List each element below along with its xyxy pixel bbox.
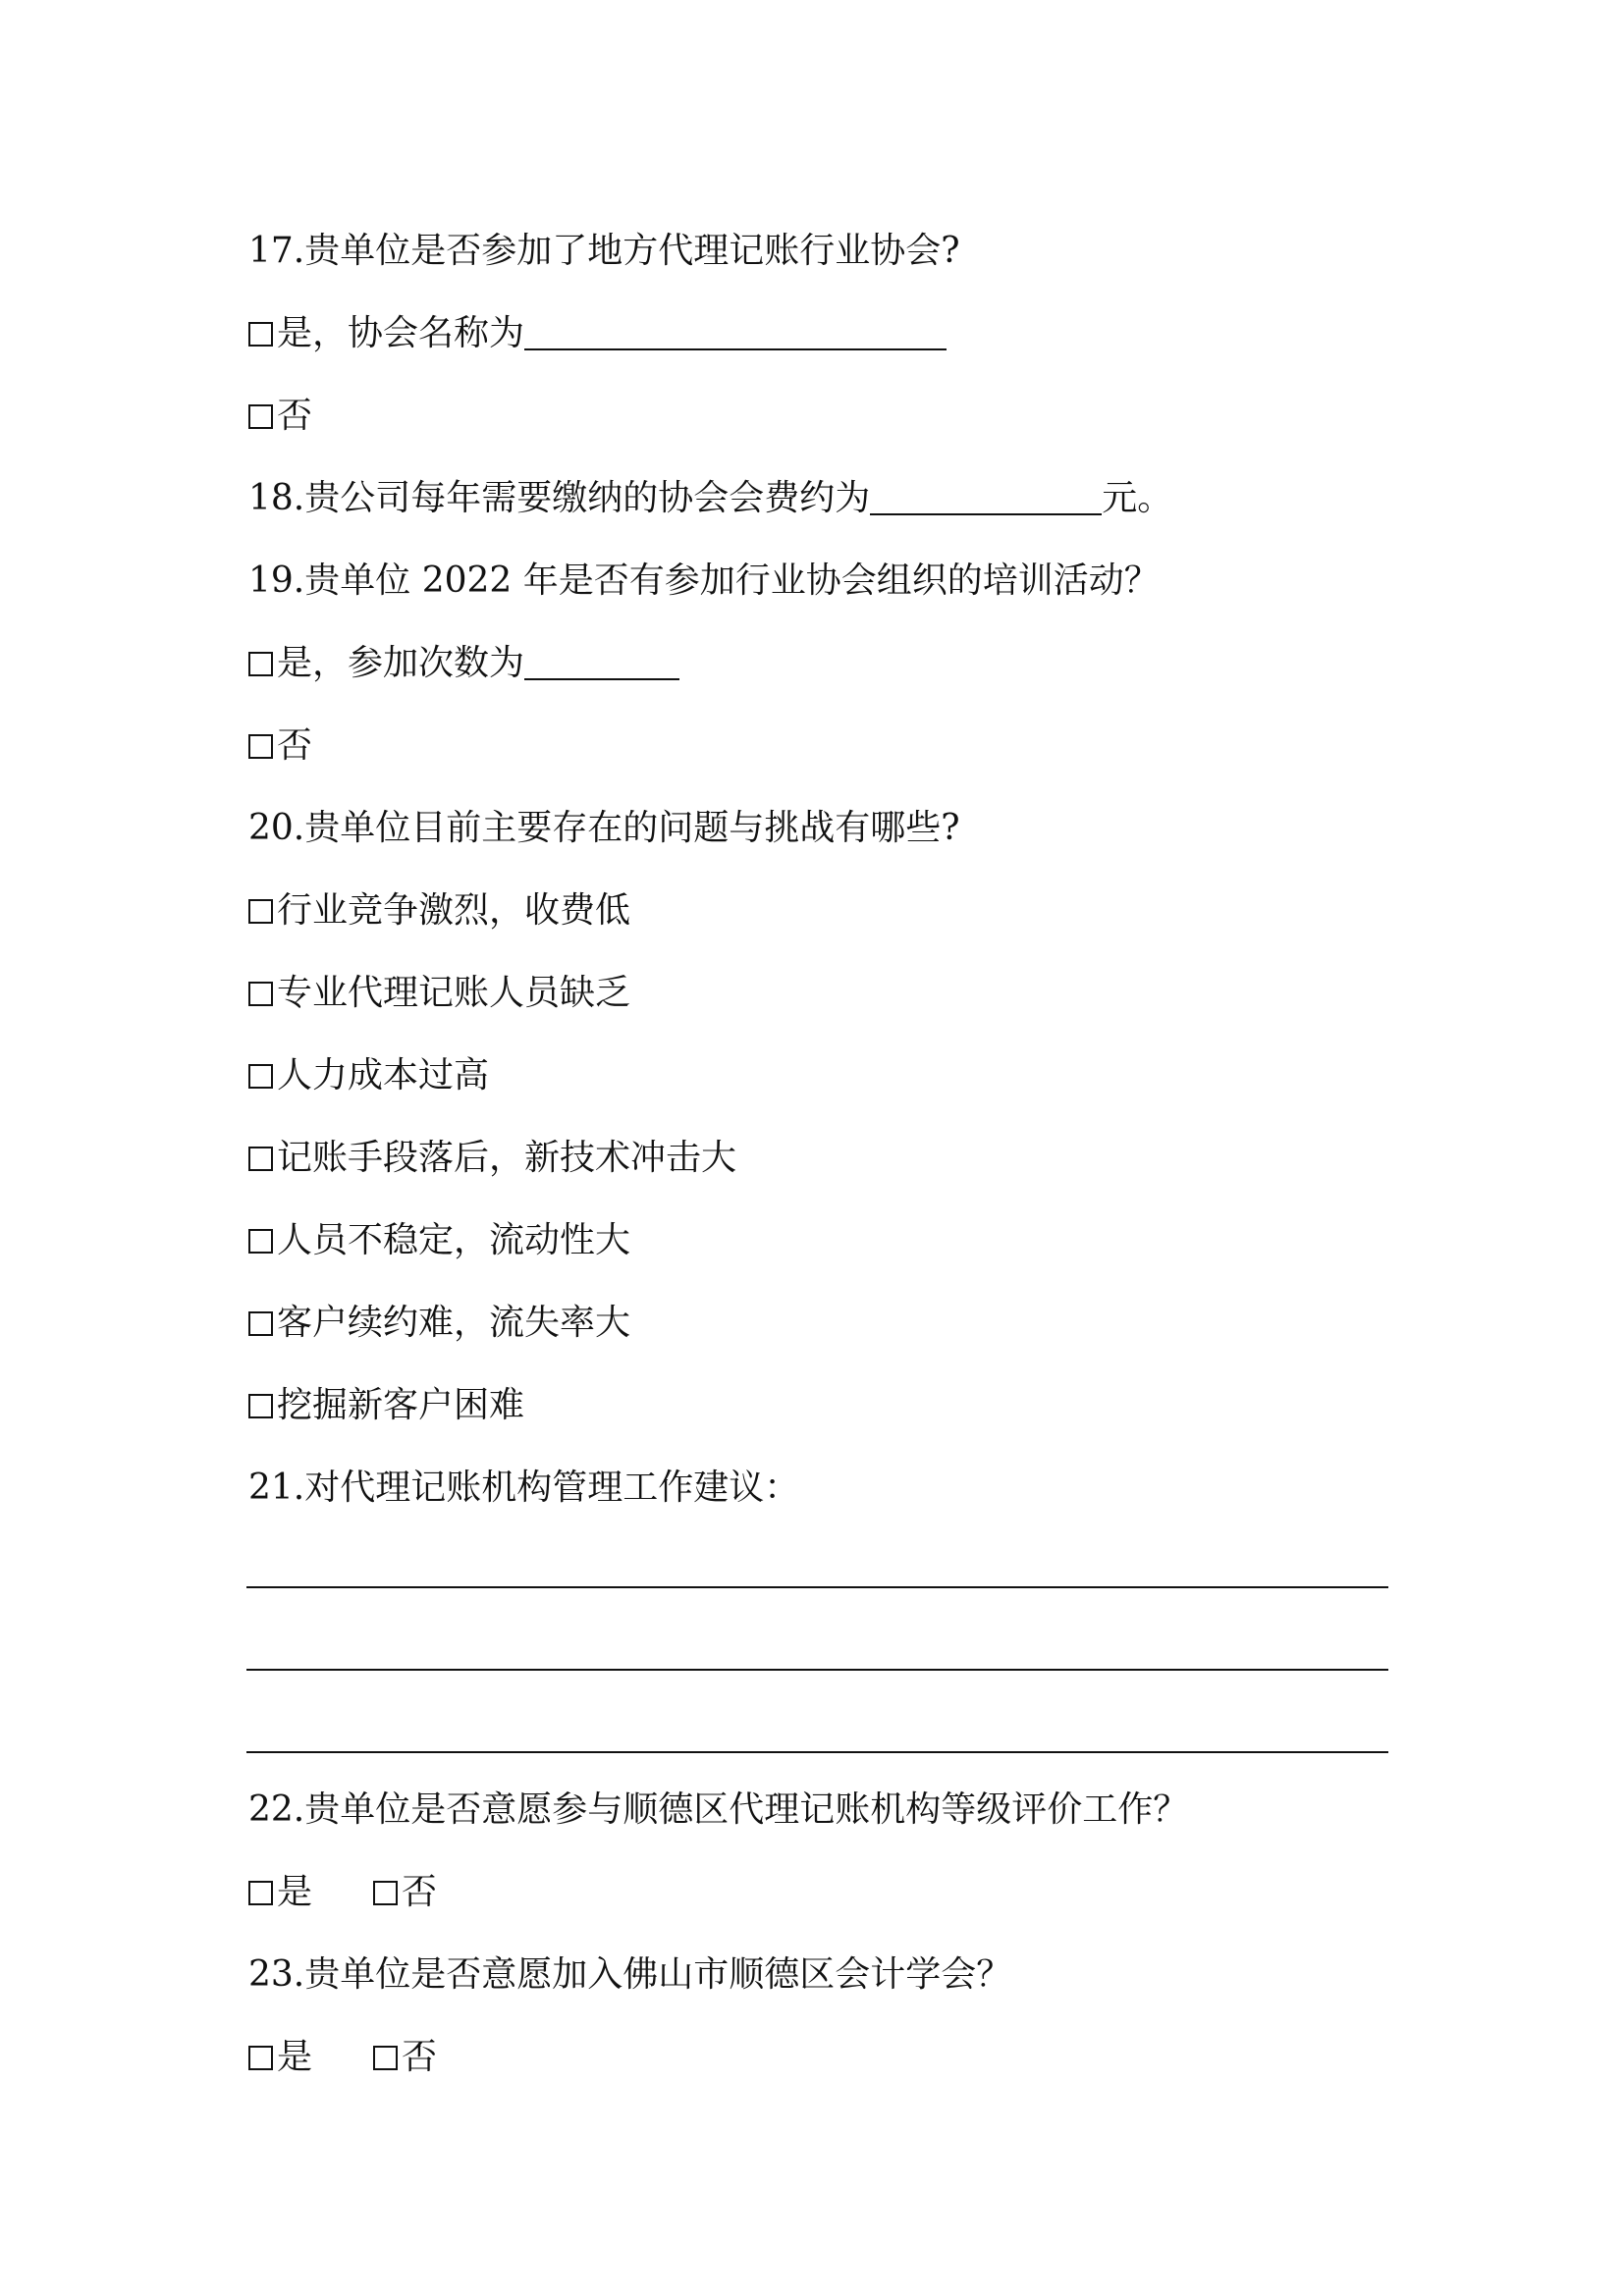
q19-count-field[interactable] <box>524 645 679 680</box>
q23-question: 23.贵单位是否意愿加入佛山市顺德区会计学会？ <box>248 1954 1012 1995</box>
q20-option-checkbox[interactable] <box>248 1394 273 1418</box>
q20-option <box>248 1054 489 1097</box>
q18-text-after: 元。 <box>1102 478 1173 518</box>
q20-option <box>248 1137 736 1180</box>
q22-yes-checkbox[interactable] <box>248 1881 273 1905</box>
q20-option-checkbox[interactable] <box>248 1229 273 1254</box>
q19-yes-label: 是，参加次数为 <box>277 643 525 683</box>
q20-question: 20.贵单位目前主要存在的问题与挑战有哪些? <box>248 808 960 848</box>
q20-option <box>248 1384 524 1427</box>
q17-option-no <box>248 395 312 438</box>
q20-option <box>248 889 630 933</box>
q18-fee-field[interactable] <box>870 480 1102 515</box>
q23-options <box>248 2036 437 2079</box>
q17-yes-label: 是，协会名称为 <box>277 313 525 353</box>
q20-option-label: 人员不稳定，流动性大 <box>277 1220 631 1260</box>
q20-option <box>248 1219 630 1262</box>
q22-options <box>248 1871 437 1914</box>
q19-no-label: 否 <box>277 725 313 766</box>
q22-no-checkbox[interactable] <box>373 1881 398 1905</box>
q20-option <box>248 1302 630 1345</box>
q19-option-yes <box>248 642 679 685</box>
q20-option-label: 人力成本过高 <box>277 1055 490 1095</box>
q20-option-checkbox[interactable] <box>248 899 273 924</box>
q17-option-yes <box>248 312 947 355</box>
q18-question <box>248 477 1172 520</box>
q21-answer-line[interactable] <box>246 1669 1388 1671</box>
q20-option-label: 挖掘新客户困难 <box>277 1385 525 1425</box>
q19-no-checkbox[interactable] <box>248 734 273 759</box>
q23-no-checkbox[interactable] <box>373 2046 398 2070</box>
q22-question: 22.贵单位是否意愿参与顺德区代理记账机构等级评价工作？ <box>248 1789 1189 1830</box>
q20-option-label: 记账手段落后，新技术冲击大 <box>277 1138 737 1178</box>
q19-option-no <box>248 724 312 768</box>
q23-no-label: 否 <box>402 2037 438 2077</box>
q20-option-checkbox[interactable] <box>248 1064 273 1089</box>
q19-question: 19.贵单位 2022 年是否有参加行业协会组织的培训活动？ <box>248 561 1160 601</box>
q17-no-checkbox[interactable] <box>248 404 273 429</box>
q21-answer-line[interactable] <box>246 1751 1388 1753</box>
q20-option-label: 行业竞争激烈，收费低 <box>277 890 631 931</box>
q20-option <box>248 972 630 1015</box>
q20-option-checkbox[interactable] <box>248 1311 273 1336</box>
q22-no-label: 否 <box>402 1872 438 1912</box>
q17-question: 17.贵单位是否参加了地方代理记账行业协会? <box>248 231 960 271</box>
q23-yes-checkbox[interactable] <box>248 2046 273 2070</box>
q17-yes-checkbox[interactable] <box>248 322 273 347</box>
q17-association-name-field[interactable] <box>524 315 947 350</box>
q20-option-label: 专业代理记账人员缺乏 <box>277 973 631 1013</box>
q21-question: 21.对代理记账机构管理工作建议： <box>248 1468 800 1508</box>
q20-option-checkbox[interactable] <box>248 982 273 1006</box>
q20-option-checkbox[interactable] <box>248 1147 273 1171</box>
q21-answer-line[interactable] <box>246 1586 1388 1588</box>
q23-yes-label: 是 <box>277 2037 313 2077</box>
q17-no-label: 否 <box>277 396 313 436</box>
q22-yes-label: 是 <box>277 1872 313 1912</box>
q18-text-before: 18.贵公司每年需要缴纳的协会会费约为 <box>248 478 871 518</box>
q20-option-label: 客户续约难，流失率大 <box>277 1303 631 1343</box>
q19-yes-checkbox[interactable] <box>248 652 273 676</box>
